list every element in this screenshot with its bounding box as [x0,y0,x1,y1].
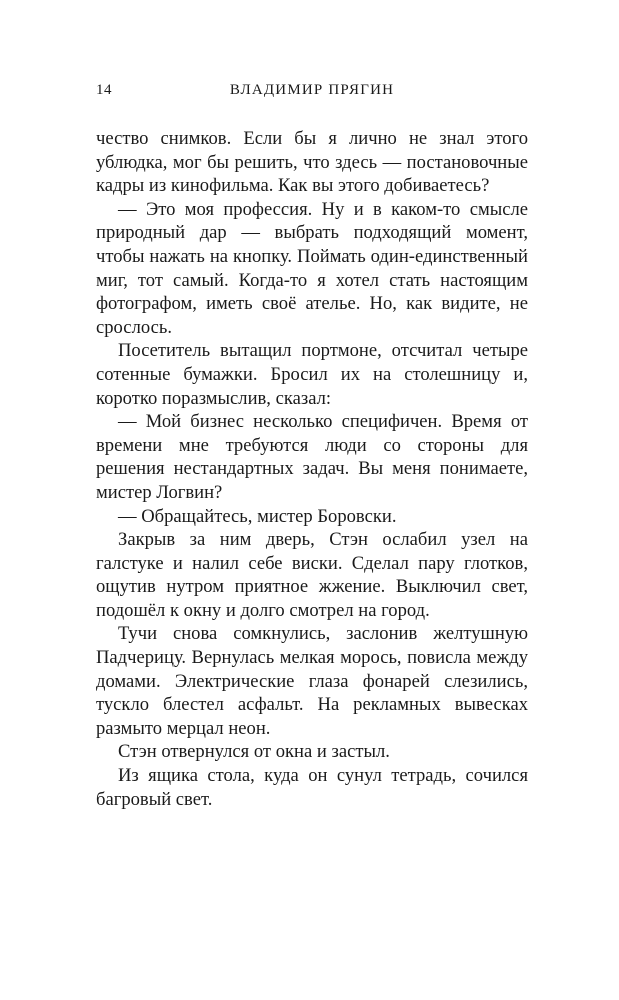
paragraph: Из ящика стола, куда он сунул тетрадь, сочился багровый свет. [96,765,528,810]
paragraph: чество снимков. Если бы я лично не знал этого ублюдка, мог бы решить, что здесь — постановочные кадры из кинофильма. Как вы этого добиваетесь? [96,128,528,197]
paragraph: Закрыв за ним дверь, Стэн ослабил узел на галстуке и налил себе виски. Сделал пару глотков, ощутив нутром приятное жжение. Выключил свет, подошёл к окну и долго смотрел на город. [96,529,528,621]
body-text [96,127,528,811]
page-number: 14 [96,82,112,98]
paragraph: — Мой бизнес несколько специфичен. Время от времени мне требуются люди со стороны для решения нестандартных задач. Вы меня понимаете, мистер Логвин? [96,411,528,503]
paragraph: — Обращайтесь, мистер Боровски. [118,505,397,527]
running-head-author: ВЛАДИМИР ПРЯГИН [229,82,395,98]
paragraph: Стэн отвернулся от окна и застыл. [118,741,390,763]
running-head [96,82,528,102]
paragraph: Тучи снова сомкнулись, заслонив желтушную Падчерицу. Вернулась мелкая морось, повисла между домами. Электрические глаза фонарей слезились, тускло блестел асфальт. На рекламных вывесках размыто мерцал неон. [96,623,528,739]
paragraph: Посетитель вытащил портмоне, отсчитал четыре сотенные бумажки. Бросил их на столешницу и, коротко поразмыслив, сказал: [96,340,528,409]
paragraph: — Это моя профессия. Ну и в каком-то смысле природный дар — выбрать подходящий момент, чтобы нажать на кнопку. Поймать один-единственный миг, тот самый. Когда-то я хотел стать настоящим фотографом, иметь своё ателье. Но, как видите, не срослось. [96,198,528,338]
